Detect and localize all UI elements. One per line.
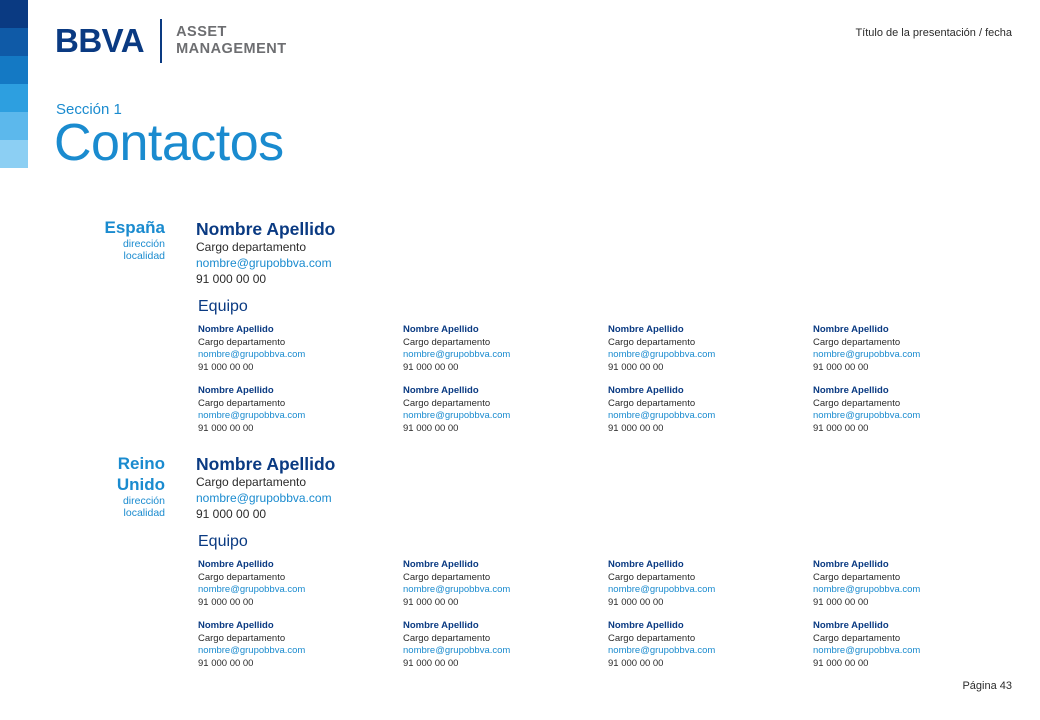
member-name: Nombre Apellido (198, 559, 274, 570)
member-phone: 91 000 00 00 (403, 596, 459, 608)
logo-subtitle-line1: ASSET (176, 24, 227, 40)
section-label: Sección 1 (56, 101, 122, 118)
member-dept: Cargo departamento (813, 571, 901, 583)
member-dept: Cargo departamento (608, 571, 696, 583)
member-dept: Cargo departamento (198, 336, 286, 348)
main-contact-reino-unido (196, 454, 335, 522)
member-phone: 91 000 00 00 (608, 657, 664, 669)
decorative-color-stripes (0, 0, 28, 168)
team-label-reino-unido: Equipo (198, 533, 248, 550)
member-phone: 91 000 00 00 (813, 361, 869, 373)
member-dept: Cargo departamento (813, 397, 901, 409)
member-dept: Cargo departamento (403, 632, 491, 644)
member-dept: Cargo departamento (198, 397, 286, 409)
member-email[interactable]: nombre@grupobbva.com (198, 349, 306, 360)
member-name: Nombre Apellido (198, 385, 274, 396)
country-name-line1: Reino (117, 454, 165, 473)
country-address: dirección (122, 238, 165, 250)
team-member (403, 620, 608, 670)
team-grid-reino-unido (198, 559, 1018, 670)
country-city: localidad (123, 507, 165, 519)
member-dept: Cargo departamento (608, 336, 696, 348)
color-stripe (0, 0, 28, 28)
member-name: Nombre Apellido (403, 620, 479, 631)
member-dept: Cargo departamento (403, 336, 491, 348)
member-phone: 91 000 00 00 (403, 657, 459, 669)
team-member (403, 324, 608, 374)
member-email[interactable]: nombre@grupobbva.com (608, 645, 716, 656)
presentation-title: Título de la presentación / fecha (855, 27, 1012, 39)
country-name: España (104, 218, 165, 237)
logo-divider (160, 19, 162, 63)
country-espana (60, 217, 165, 262)
member-name: Nombre Apellido (198, 324, 274, 335)
member-dept: Cargo departamento (403, 397, 491, 409)
member-email[interactable]: nombre@grupobbva.com (403, 349, 511, 360)
member-dept: Cargo departamento (198, 632, 286, 644)
team-member (198, 559, 403, 609)
bbva-asset-management-logo (55, 18, 287, 64)
member-phone: 91 000 00 00 (813, 422, 869, 434)
member-dept: Cargo departamento (403, 571, 491, 583)
contact-email[interactable]: nombre@grupobbva.com (196, 256, 332, 270)
color-stripe (0, 56, 28, 84)
page-title: Contactos (54, 114, 284, 172)
member-name: Nombre Apellido (403, 559, 479, 570)
member-email[interactable]: nombre@grupobbva.com (813, 584, 921, 595)
member-phone: 91 000 00 00 (813, 596, 869, 608)
country-city: localidad (123, 250, 165, 262)
team-member (608, 559, 813, 609)
logo-brand: BBVA (55, 22, 145, 59)
member-phone: 91 000 00 00 (198, 361, 254, 373)
contact-phone: 91 000 00 00 (196, 507, 267, 521)
member-email[interactable]: nombre@grupobbva.com (403, 645, 511, 656)
country-address: dirección (122, 495, 165, 507)
member-phone: 91 000 00 00 (403, 422, 459, 434)
team-member (813, 620, 1018, 670)
member-name: Nombre Apellido (198, 620, 274, 631)
member-phone: 91 000 00 00 (198, 657, 254, 669)
contact-dept: Cargo departamento (196, 240, 307, 254)
member-email[interactable]: nombre@grupobbva.com (608, 584, 716, 595)
member-email[interactable]: nombre@grupobbva.com (813, 349, 921, 360)
team-member (403, 559, 608, 609)
member-email[interactable]: nombre@grupobbva.com (403, 584, 511, 595)
team-member (198, 385, 403, 435)
member-name: Nombre Apellido (403, 385, 479, 396)
member-dept: Cargo departamento (813, 336, 901, 348)
member-email[interactable]: nombre@grupobbva.com (813, 410, 921, 421)
member-email[interactable]: nombre@grupobbva.com (198, 645, 306, 656)
member-email[interactable]: nombre@grupobbva.com (813, 645, 921, 656)
member-email[interactable]: nombre@grupobbva.com (198, 410, 306, 421)
member-phone: 91 000 00 00 (813, 657, 869, 669)
member-phone: 91 000 00 00 (608, 422, 664, 434)
team-member (813, 385, 1018, 435)
logo-subtitle-line2: MANAGEMENT (176, 41, 287, 57)
member-email[interactable]: nombre@grupobbva.com (608, 410, 716, 421)
contact-email[interactable]: nombre@grupobbva.com (196, 491, 332, 505)
member-name: Nombre Apellido (608, 385, 684, 396)
team-member (608, 620, 813, 670)
member-phone: 91 000 00 00 (608, 361, 664, 373)
team-member (608, 385, 813, 435)
contact-name: Nombre Apellido (196, 219, 336, 239)
member-email[interactable]: nombre@grupobbva.com (608, 349, 716, 360)
member-dept: Cargo departamento (198, 571, 286, 583)
member-phone: 91 000 00 00 (198, 596, 254, 608)
team-member (608, 324, 813, 374)
main-contact-espana (196, 219, 335, 287)
member-phone: 91 000 00 00 (198, 422, 254, 434)
team-member (813, 559, 1018, 609)
country-reino-unido (60, 453, 165, 519)
page-number: Página 43 (962, 680, 1012, 692)
member-dept: Cargo departamento (608, 632, 696, 644)
member-name: Nombre Apellido (608, 620, 684, 631)
contact-phone: 91 000 00 00 (196, 272, 267, 286)
team-label-espana: Equipo (198, 298, 248, 315)
member-name: Nombre Apellido (813, 385, 889, 396)
country-name-line2: Unido (116, 475, 165, 494)
member-name: Nombre Apellido (813, 324, 889, 335)
team-grid-espana (198, 324, 1018, 435)
member-dept: Cargo departamento (608, 397, 696, 409)
member-name: Nombre Apellido (608, 559, 684, 570)
color-stripe (0, 84, 28, 112)
color-stripe (0, 112, 28, 140)
color-stripe (0, 140, 28, 168)
contact-name: Nombre Apellido (196, 454, 336, 474)
team-member (813, 324, 1018, 374)
logo-subtitle (176, 24, 287, 58)
member-phone: 91 000 00 00 (608, 596, 664, 608)
member-email[interactable]: nombre@grupobbva.com (198, 584, 306, 595)
member-phone: 91 000 00 00 (403, 361, 459, 373)
member-name: Nombre Apellido (403, 324, 479, 335)
member-name: Nombre Apellido (608, 324, 684, 335)
team-member (198, 324, 403, 374)
team-member (198, 620, 403, 670)
contact-dept: Cargo departamento (196, 475, 307, 489)
member-email[interactable]: nombre@grupobbva.com (403, 410, 511, 421)
member-dept: Cargo departamento (813, 632, 901, 644)
member-name: Nombre Apellido (813, 559, 889, 570)
member-name: Nombre Apellido (813, 620, 889, 631)
team-member (403, 385, 608, 435)
color-stripe (0, 28, 28, 56)
